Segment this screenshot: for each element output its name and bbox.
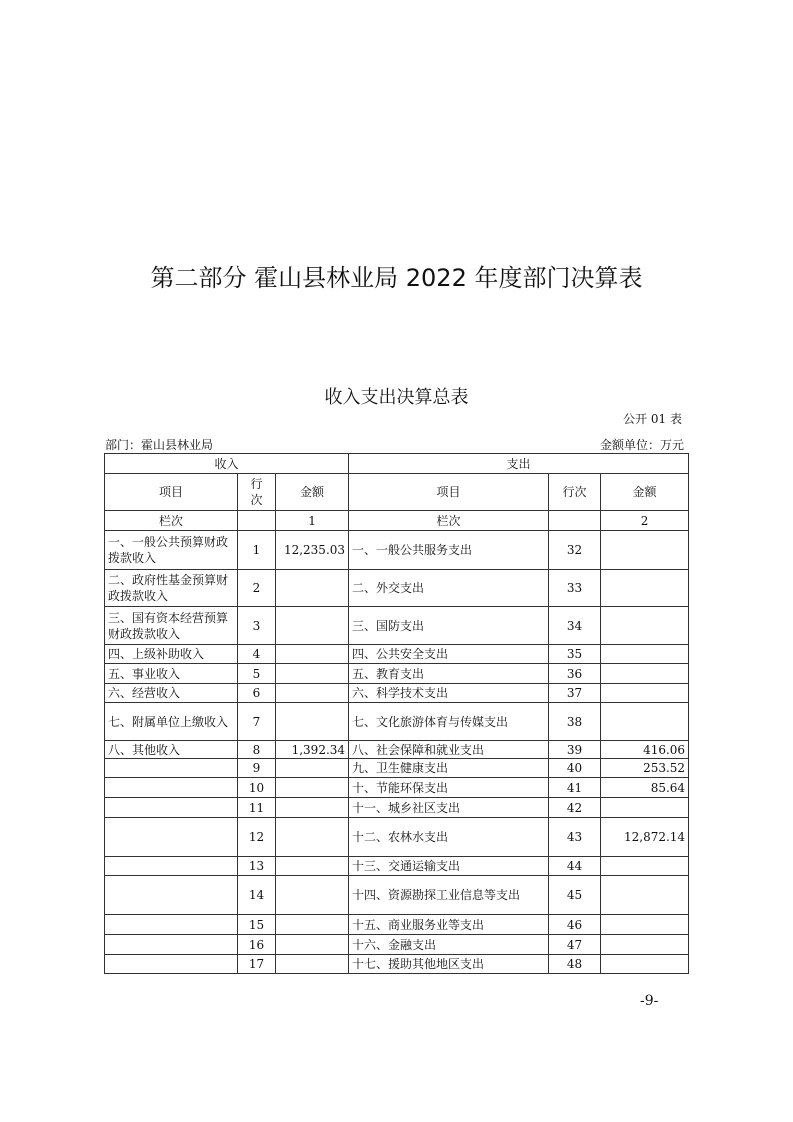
expense-amount [601, 955, 689, 974]
expense-item: 八、社会保障和就业支出 [349, 741, 549, 759]
income-amount [276, 759, 349, 778]
expense-item: 四、公共安全支出 [349, 645, 549, 664]
table-title: 收入支出决算总表 [324, 387, 469, 408]
table-row [105, 664, 689, 684]
income-col-line-empty [238, 511, 276, 531]
expense-line-no: 40 [549, 759, 601, 778]
expense-item: 十五、商业服务业等支出 [349, 915, 549, 935]
income-amount [276, 684, 349, 703]
table-row [105, 798, 689, 818]
income-amount: 1,392.34 [276, 741, 349, 759]
income-col-label: 栏次 [105, 511, 238, 531]
expense-amount-header: 金额 [601, 474, 689, 511]
income-line-no: 11 [238, 798, 276, 818]
income-col-index: 1 [276, 511, 349, 531]
expense-line-no: 44 [549, 857, 601, 876]
table-row [105, 955, 689, 974]
income-amount [276, 778, 349, 798]
income-amount [276, 664, 349, 684]
expense-item: 十七、援助其他地区支出 [349, 955, 549, 974]
income-item: 一、一般公共预算财政拨款收入 [105, 531, 238, 570]
expense-col-line-empty [549, 511, 601, 531]
income-section-header: 收入 [105, 454, 349, 474]
income-amount [276, 915, 349, 935]
income-item: 六、经营收入 [105, 684, 238, 703]
table-row [105, 645, 689, 664]
expense-line-no: 33 [549, 570, 601, 607]
income-item: 八、其他收入 [105, 741, 238, 759]
table-row [105, 935, 689, 955]
expense-line-no: 45 [549, 876, 601, 915]
expense-line-no: 35 [549, 645, 601, 664]
expense-line-no: 42 [549, 798, 601, 818]
column-header-row [105, 474, 689, 511]
income-item [105, 915, 238, 935]
income-amount [276, 703, 349, 741]
expense-item: 十二、农林水支出 [349, 818, 549, 857]
income-amount [276, 935, 349, 955]
expense-line-no: 46 [549, 915, 601, 935]
income-item: 四、上级补助收入 [105, 645, 238, 664]
income-amount [276, 570, 349, 607]
expense-amount [601, 798, 689, 818]
income-line-no: 4 [238, 645, 276, 664]
income-line-no: 16 [238, 935, 276, 955]
income-amount [276, 798, 349, 818]
expense-amount: 416.06 [601, 741, 689, 759]
table-row [105, 531, 689, 570]
expense-amount [601, 664, 689, 684]
income-item [105, 759, 238, 778]
expense-line-no: 36 [549, 664, 601, 684]
expense-line-no: 38 [549, 703, 601, 741]
expense-item: 十、节能环保支出 [349, 778, 549, 798]
expense-amount [601, 703, 689, 741]
expense-item: 三、国防支出 [349, 607, 549, 645]
income-line-header: 行 次 [238, 474, 276, 511]
expense-line-no: 34 [549, 607, 601, 645]
table-row [105, 818, 689, 857]
income-amount [276, 876, 349, 915]
expense-item-header: 项目 [349, 474, 549, 511]
table-row [105, 684, 689, 703]
expense-line-no: 39 [549, 741, 601, 759]
expense-item: 十四、资源勘探工业信息等支出 [349, 876, 549, 915]
expense-item: 五、教育支出 [349, 664, 549, 684]
table-row [105, 876, 689, 915]
expense-item: 九、卫生健康支出 [349, 759, 549, 778]
income-line-no: 8 [238, 741, 276, 759]
expense-line-no: 32 [549, 531, 601, 570]
income-line-no: 6 [238, 684, 276, 703]
income-item: 五、事业收入 [105, 664, 238, 684]
table-row [105, 607, 689, 645]
expense-amount [601, 876, 689, 915]
expense-section-header: 支出 [349, 454, 689, 474]
income-item [105, 955, 238, 974]
expense-amount [601, 684, 689, 703]
section-header-row [105, 454, 689, 474]
amount-unit-label: 金额单位：万元 [599, 438, 684, 452]
expense-line-no: 41 [549, 778, 601, 798]
expense-col-label: 栏次 [349, 511, 549, 531]
expense-amount: 85.64 [601, 778, 689, 798]
expense-item: 七、文化旅游体育与传媒支出 [349, 703, 549, 741]
income-amount [276, 645, 349, 664]
income-item [105, 935, 238, 955]
income-amount [276, 607, 349, 645]
expense-amount [601, 645, 689, 664]
expense-line-no: 43 [549, 818, 601, 857]
expense-amount [601, 570, 689, 607]
income-line-no: 10 [238, 778, 276, 798]
expense-item: 六、科学技术支出 [349, 684, 549, 703]
page-number: -9- [640, 993, 659, 1009]
income-item [105, 798, 238, 818]
income-line-no: 5 [238, 664, 276, 684]
expense-item: 十六、金融支出 [349, 935, 549, 955]
expense-item: 二、外交支出 [349, 570, 549, 607]
part-title: 第二部分 霍山县林业局 2022 年度部门决算表 [150, 264, 643, 292]
income-item: 七、附属单位上缴收入 [105, 703, 238, 741]
expense-line-no: 47 [549, 935, 601, 955]
table-row [105, 741, 689, 759]
table-row [105, 857, 689, 876]
column-index-row [105, 511, 689, 531]
income-expense-table [104, 453, 689, 974]
income-amount [276, 955, 349, 974]
expense-amount [601, 935, 689, 955]
income-line-no: 14 [238, 876, 276, 915]
expense-item: 十一、城乡社区支出 [349, 798, 549, 818]
table-row [105, 778, 689, 798]
income-line-no: 2 [238, 570, 276, 607]
expense-line-no: 48 [549, 955, 601, 974]
department-label: 部门：霍山县林业局 [105, 438, 214, 452]
income-item: 三、国有资本经营预算财政拨款收入 [105, 607, 238, 645]
income-item-header: 项目 [105, 474, 238, 511]
income-item [105, 876, 238, 915]
income-line-no: 7 [238, 703, 276, 741]
expense-line-no: 37 [549, 684, 601, 703]
table-row [105, 759, 689, 778]
expense-line-header: 行次 [549, 474, 601, 511]
expense-amount: 253.52 [601, 759, 689, 778]
income-item [105, 818, 238, 857]
expense-amount [601, 531, 689, 570]
expense-amount: 12,872.14 [601, 818, 689, 857]
table-row [105, 915, 689, 935]
expense-col-index: 2 [601, 511, 689, 531]
income-line-no: 1 [238, 531, 276, 570]
form-number: 公开 01 表 [623, 412, 682, 426]
income-line-no: 12 [238, 818, 276, 857]
expense-amount [601, 857, 689, 876]
income-amount [276, 818, 349, 857]
expense-item: 十三、交通运输支出 [349, 857, 549, 876]
income-amount-header: 金额 [276, 474, 349, 511]
income-line-no: 13 [238, 857, 276, 876]
expense-amount [601, 915, 689, 935]
income-item: 二、政府性基金预算财政拨款收入 [105, 570, 238, 607]
income-amount [276, 857, 349, 876]
expense-item: 一、一般公共服务支出 [349, 531, 549, 570]
income-item [105, 857, 238, 876]
income-line-no: 17 [238, 955, 276, 974]
table-row [105, 703, 689, 741]
income-amount: 12,235.03 [276, 531, 349, 570]
income-line-no: 15 [238, 915, 276, 935]
table-row [105, 570, 689, 607]
income-line-no: 3 [238, 607, 276, 645]
expense-amount [601, 607, 689, 645]
income-line-no: 9 [238, 759, 276, 778]
income-item [105, 778, 238, 798]
